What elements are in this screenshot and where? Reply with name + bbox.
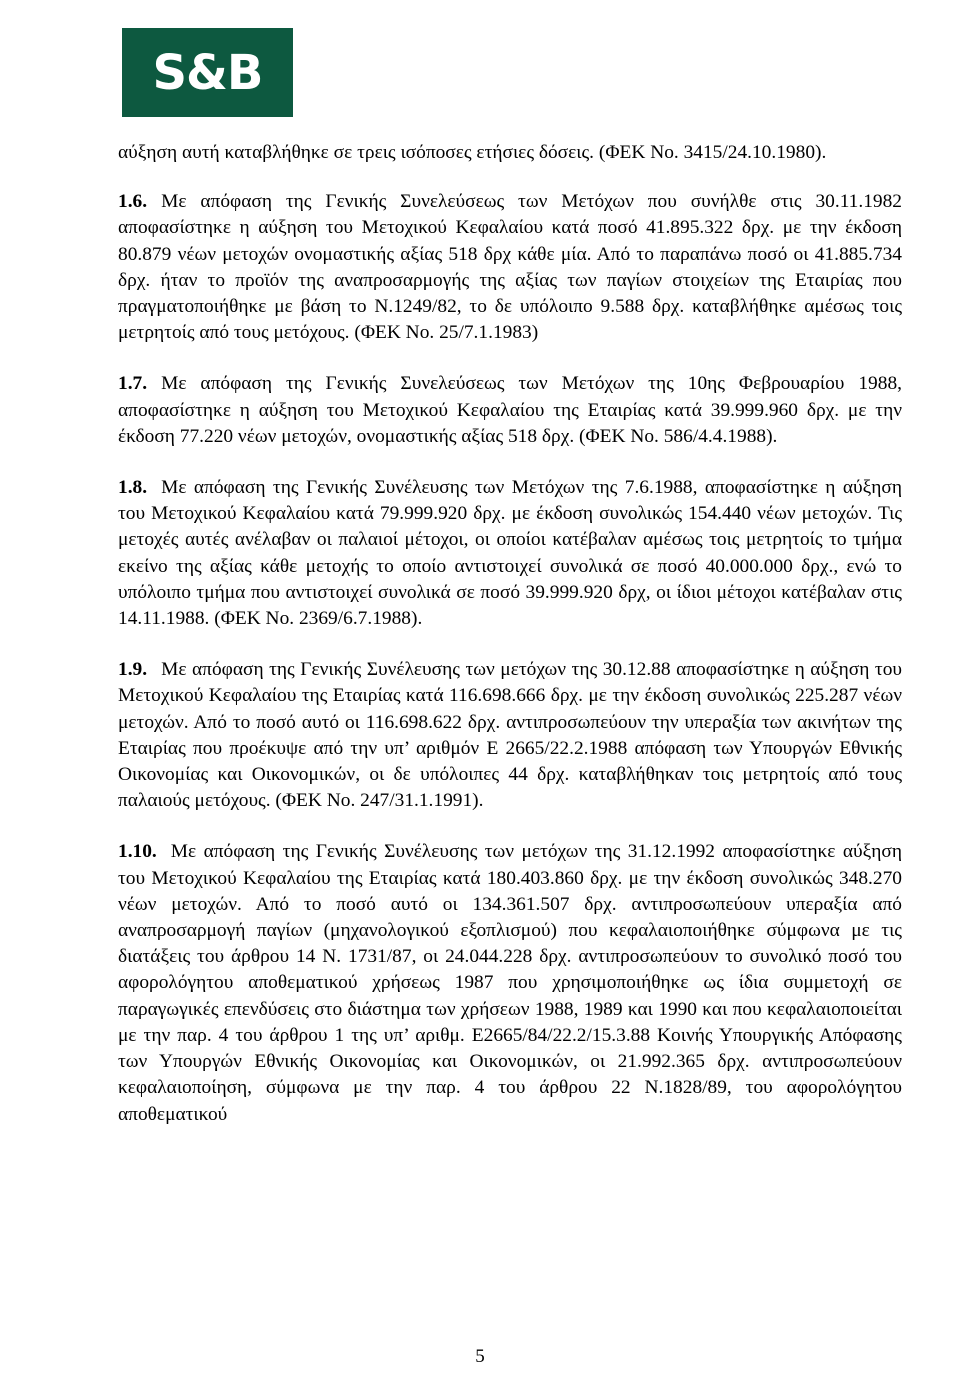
paragraph-text: Με απόφαση της Γενικής Συνέλευσης των Μετόχων της 7.6.1988, αποφασίστηκε η αύξηση του Μετοχικού Κεφαλαίου κατά 79.999.920 δρχ. με έκδοση συνολικώς 154.440 νέων μετοχών. Τις μετοχές αυτές ανέλαβαν οι παλαιοί μέτοχοι, οι οποίοι κατέβαλαν αμέσως τοις μετρητοίς το τμήμα εκείνο της αξίας κάθε μετοχής το οποίο αντιστοιχεί συνολικά σε ποσό 40.000.000 δρχ., ενώ το υπόλοιπο τμήμα που αντιστοιχεί συνολικά σε ποσό 39.999.920 δρχ, οι ίδιοι μέτοχοι κατέβαλαν στις 14.11.1988. (ΦΕΚ Νο. 2369/6.7.1988).: [118, 477, 902, 630]
paragraph-continuation: [118, 140, 902, 166]
paragraph-1-7: [118, 371, 902, 450]
paragraph-1-10: [118, 839, 902, 1127]
document-body: [118, 140, 902, 1153]
paragraph-1-8: [118, 475, 902, 632]
paragraph-text: Με απόφαση της Γενικής Συνελεύσεως των Μετόχων της 10ης Φεβρουαρίου 1988, αποφασίστηκε η αύξηση του Μετοχικού Κεφαλαίου της Εταιρίας κατά 39.999.960 δρχ. με την έκδοση 77.220 νέων μετοχών, ονομαστικής αξίας 518 δρχ. (ΦΕΚ Νο. 586/4.4.1988).: [118, 373, 902, 447]
page-number: 5: [475, 1346, 485, 1367]
paragraph-number: 1.7.: [118, 373, 148, 395]
paragraph-text: Με απόφαση της Γενικής Συνέλευσης των μετόχων της 31.12.1992 αποφασίστηκε αύξηση του Μετοχικού Κεφαλαίου της Εταιρίας κατά 180.403.860 δρχ. με την έκδοση συνολικώς 348.270 νέων μετοχών. Από το ποσό αυτό οι 134.361.507 δρχ. αντιπροσωπεύουν υπεραξία από αναπροσαρμογή παγίων (μηχανολογικού εξοπλισμού) που κεφαλαιοποιήθηκε σύμφωνα με τις διατάξεις του άρθρου 14 Ν. 1731/87, οι 24.044.228 δρχ. αντιπροσωπεύουν το συνολικό ποσό του αφορολόγητου αποθεματικού χρήσεως 1987 που χρησιμοποιήθηκε ως ίδια συμμετοχή σε παραγωγικές επενδύσεις στο διάστημα των χρήσεων 1988, 1989 και 1990 και που κεφαλαιοποιείται με την παρ. 4 του άρθρου 1 της υπ’ αριθμ. Ε2665/84/22.2/15.3.88 Κοινής Υπουργικής Απόφασης των Υπουργών Εθνικής Οικονομίας και Οικονομικών, οι 21.992.365 δρχ. αντιπροσωπεύουν κεφαλαιοποίηση, σύμφωνα με την παρ. 4 του άρθρου 22 Ν.1828/89, του αφορολόγητου αποθεματικού: [118, 841, 902, 1125]
company-logo: S&B: [122, 28, 293, 117]
paragraph-number: 1.9.: [118, 659, 148, 681]
paragraph-text: Με απόφαση της Γενικής Συνέλευσης των μετόχων της 30.12.88 αποφασίστηκε η αύξηση του Μετοχικού Κεφαλαίου της Εταιρίας κατά 116.698.666 δρχ. με την έκδοση συνολικώς 225.287 νέων μετοχών. Από το ποσό αυτό οι 116.698.622 δρχ. αντιπροσωπεύουν την υπεραξία των ακινήτων της Εταιρίας που προέκυψε από την υπ’ αριθμόν Ε 2665/22.2.1988 απόφαση των Υπουργών Εθνικής Οικονομίας και Οικονομικών, οι δε υπόλοιπες 44 δρχ. καταβλήθηκαν τοις μετρητοίς από τους παλαιούς μετόχους. (ΦΕΚ Νο. 247/31.1.1991).: [118, 659, 902, 812]
paragraph-1-6: [118, 189, 902, 346]
paragraph-text: αύξηση αυτή καταβλήθηκε σε τρεις ισόποσες ετήσιες δόσεις. (ΦΕΚ Νο. 3415/24.10.1980).: [118, 142, 827, 163]
paragraph-text: Με απόφαση της Γενικής Συνελεύσεως των Μετόχων που συνήλθε στις 30.11.1982 αποφασίστηκε η αύξηση του Μετοχικού Κεφαλαίου κατά ποσό 41.895.322 δρχ. με την έκδοση 80.879 νέων μετοχών ονομαστικής αξίας 518 δρχ κάθε μία. Από το παραπάνω ποσό οι 41.885.734 δρχ. ήταν το προϊόν της αναπροσαρμογής της αξίας των παγίων στοιχείων της Εταιρίας που πραγματοποιήθηκε με βάση το Ν.1249/82, το δε υπόλοιπο 9.588 δρχ. καταβλήθηκε αμέσως τοις μετρητοίς από τους μετόχους. (ΦΕΚ Νο. 25/7.1.1983): [118, 191, 902, 344]
paragraph-number: 1.10.: [118, 841, 157, 863]
paragraph-number: 1.6.: [118, 191, 148, 213]
paragraph-number: 1.8.: [118, 477, 148, 499]
paragraph-1-9: [118, 657, 902, 814]
